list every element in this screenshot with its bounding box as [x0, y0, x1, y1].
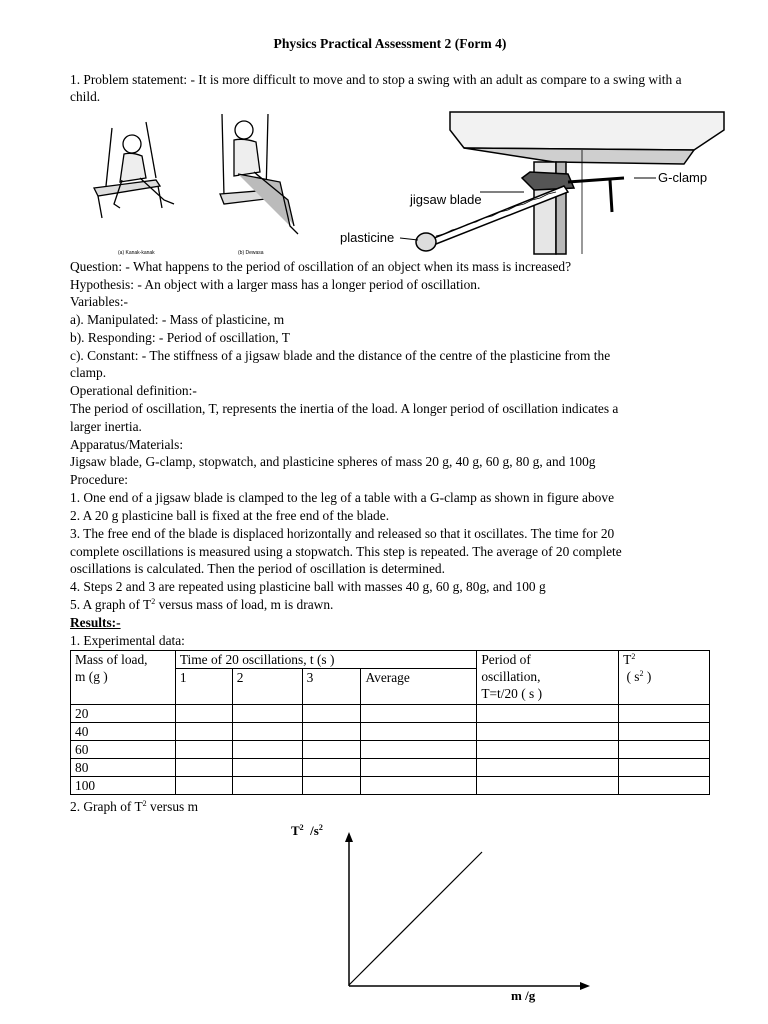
graph-trend-line — [349, 852, 482, 985]
hypothesis-text: Hypothesis: - An object with a larger mass has a longer period of oscillation. — [70, 277, 481, 292]
variable-responding: b). Responding: - Period of oscillation, T — [70, 330, 290, 345]
procedure-step-1: 1. One end of a jigsaw blade is clamped to the leg of a table with a G-clamp as shown in figure above — [70, 490, 615, 505]
t-squared-cell[interactable] — [619, 759, 710, 777]
time-column-header: Time of 20 oscillations, t (s ) — [175, 651, 476, 669]
experimental-data-heading: 1. Experimental data: — [70, 633, 185, 648]
procedure-step-2: 2. A 20 g plasticine ball is fixed at the free end of the blade. — [70, 508, 390, 523]
mass-cell: 80 — [71, 759, 176, 777]
average-cell[interactable] — [361, 759, 477, 777]
time-3-cell[interactable] — [302, 705, 361, 723]
time-2-cell[interactable] — [232, 741, 302, 759]
table-row — [71, 705, 710, 723]
mass-cell: 100 — [71, 777, 176, 795]
time-2-cell[interactable] — [232, 777, 302, 795]
question-text: Question: - What happens to the period of oscillation of an object when its mass is increased? — [70, 259, 572, 274]
average-cell[interactable] — [361, 777, 477, 795]
apparatus-heading: Apparatus/Materials: — [70, 437, 184, 452]
procedure-step-5: 5. A graph of $T^2$ versus mass of load, m is drawn. — [70, 597, 334, 612]
graph-x-arrow — [580, 982, 590, 990]
table-row — [71, 759, 710, 777]
mass-column-header: Mass of load, m (g ) — [71, 651, 176, 705]
period-cell[interactable] — [477, 759, 619, 777]
experimental-data-table — [70, 650, 710, 795]
child-caption: (a) Kanak-kanak — [118, 250, 155, 256]
time-1-cell[interactable] — [175, 777, 232, 795]
mass-cell: 40 — [71, 723, 176, 741]
t-squared-cell[interactable] — [619, 705, 710, 723]
time-1-cell[interactable] — [175, 741, 232, 759]
period-cell[interactable] — [477, 777, 619, 795]
time-3-cell[interactable] — [302, 723, 361, 741]
average-cell[interactable] — [361, 741, 477, 759]
average-cell[interactable] — [361, 705, 477, 723]
time-1-cell[interactable] — [175, 759, 232, 777]
mass-cell: 20 — [71, 705, 176, 723]
procedure-step-3-line1: 3. The free end of the blade is displaced horizontally and released so that it oscillates. The time for 20 — [70, 526, 615, 541]
jigsaw-blade-label: jigsaw blade — [410, 192, 482, 207]
variables-heading: Variables:- — [70, 294, 129, 309]
time-col-2-header: 2 — [232, 669, 302, 705]
problem-statement: 1. Problem statement: - It is more difficult to move and to stop a swing with an adult as compare to a swing with a child. — [70, 72, 682, 105]
period-cell[interactable] — [477, 723, 619, 741]
adult-caption: (b) Dewasa — [238, 250, 264, 256]
gclamp-label: G-clamp — [658, 170, 708, 185]
plasticine-label: plasticine — [340, 230, 395, 245]
time-1-cell[interactable] — [175, 705, 232, 723]
variable-manipulated: a). Manipulated: - Mass of plasticine, m — [70, 312, 285, 327]
t-squared-cell[interactable] — [619, 723, 710, 741]
opdef-line1: The period of oscillation, T, represents the inertia of the load. A longer period of oscillation indicates a — [70, 401, 619, 416]
page-title: Physics Practical Assessment 2 (Form 4) — [273, 36, 507, 51]
time-1-cell[interactable] — [175, 723, 232, 741]
time-average-header: Average — [361, 669, 477, 705]
t-squared-cell[interactable] — [619, 741, 710, 759]
table-row — [71, 777, 710, 795]
table-row — [71, 741, 710, 759]
time-3-cell[interactable] — [302, 777, 361, 795]
time-2-cell[interactable] — [232, 705, 302, 723]
variable-constant-line1: c). Constant: - The stiffness of a jigsaw blade and the distance of the centre of the plasticine from the — [70, 348, 611, 363]
period-cell[interactable] — [477, 741, 619, 759]
time-col-3-header: 3 — [302, 669, 361, 705]
procedure-step-3-line3: oscillations is calculated. Then the period of oscillation is determined. — [70, 561, 445, 576]
child-swing-illustration — [94, 122, 174, 218]
graph-y-arrow — [345, 832, 353, 842]
time-3-cell[interactable] — [302, 741, 361, 759]
period-column-header: Period of oscillation, T=t/20 ( s ) — [477, 651, 619, 705]
variable-constant-line2: clamp. — [70, 365, 107, 380]
opdef-line2: larger inertia. — [70, 419, 142, 434]
apparatus-list: Jigsaw blade, G-clamp, stopwatch, and plasticine spheres of mass 20 g, 40 g, 60 g, 80 g, and 100g — [70, 454, 596, 469]
period-cell[interactable] — [477, 705, 619, 723]
time-2-cell[interactable] — [232, 723, 302, 741]
time-col-1-header: 1 — [175, 669, 232, 705]
procedure-heading: Procedure: — [70, 472, 129, 487]
mass-cell: 60 — [71, 741, 176, 759]
procedure-step-3-line2: complete oscillations is measured using a stopwatch. This step is repeated. The average of 20 complete — [70, 544, 622, 559]
graph-y-axis-label: $T^2$ $/s^2$ — [291, 823, 323, 838]
adult-swing-illustration — [220, 114, 298, 234]
time-3-cell[interactable] — [302, 759, 361, 777]
results-heading: Results:- — [70, 615, 121, 630]
graph-heading: 2. Graph of $T^2$ versus m — [70, 799, 198, 814]
t-squared-column-header: $T^2$ ( $s^2$ ) — [619, 651, 710, 705]
graph-x-axis-label: m /g — [511, 988, 536, 1003]
time-2-cell[interactable] — [232, 759, 302, 777]
average-cell[interactable] — [361, 723, 477, 741]
t-squared-vs-mass-graph — [338, 830, 598, 998]
table-row — [71, 723, 710, 741]
opdef-heading: Operational definition:- — [70, 383, 197, 398]
procedure-step-4: 4. Steps 2 and 3 are repeated using plasticine ball with masses 40 g, 60 g, 80g, and 100 g — [70, 579, 546, 594]
apparatus-figure — [84, 108, 734, 258]
t-squared-cell[interactable] — [619, 777, 710, 795]
